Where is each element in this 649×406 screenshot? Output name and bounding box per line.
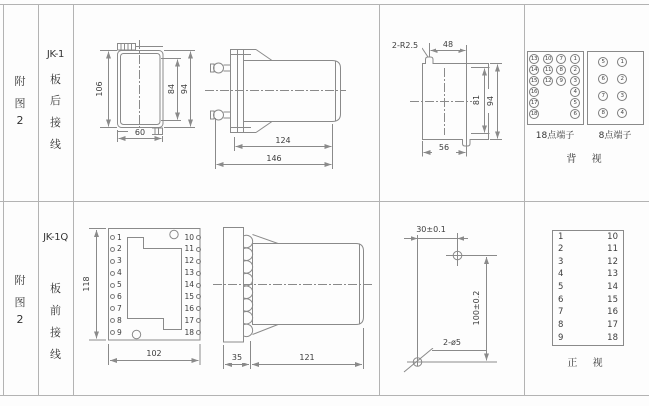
table-cell: 2 [558,244,564,255]
table-left-column [558,233,563,343]
table-cell: 15 [607,294,618,305]
table-cell: 5 [558,282,564,292]
terminal-dot-icon [196,259,201,264]
table-cell: 3 [558,256,564,267]
terminal-dot-icon [110,259,115,264]
dim-2-r2.5-label: 2-R2.5 [388,41,422,51]
model-label-char: 线 [50,348,61,361]
jk1q-side-view-drawing [213,228,372,370]
terminal-8-label: 8点端子 [598,131,632,141]
jk1q-left-terminal-column [110,234,128,337]
dim-146-label: 146 [262,154,286,164]
terminal-18-cell: 14 [530,67,538,73]
terminal-dot-icon [110,294,115,299]
terminal-row [181,305,201,313]
dim-94-cutout-label: 94 [486,89,496,113]
table-cell: 16 [607,307,618,318]
terminal-row [110,317,128,325]
terminal-number: 11 [184,244,194,254]
terminal-row [110,281,128,289]
terminal-18-cell: 5 [570,98,580,108]
terminal-18-cell: 11 [544,67,552,73]
terminal-number: 6 [117,291,122,301]
dim-84-label: 84 [167,77,177,101]
fig-label-char: 附 [14,75,26,88]
terminal-row [110,293,128,301]
table-grid [0,5,649,396]
terminal-18-cell: 8 [556,65,566,75]
terminal-number: 14 [184,280,194,289]
terminal-row [181,234,201,242]
dim-60-label: 60 [128,128,152,138]
terminal-dot-icon [196,306,201,311]
terminal-dot-icon [196,283,201,288]
model-label-char: 接 [50,326,61,339]
terminal-18-cell: 9 [556,76,566,86]
terminal-dot-icon [110,235,115,240]
table-cell: 8 [558,319,564,330]
terminal-18-cell: 6 [570,109,580,119]
model-label-char: 板 [50,73,61,86]
terminal-number: 7 [117,303,122,313]
terminal-8-cell: 5 [598,57,608,67]
terminal-8-cell: 4 [617,108,627,118]
terminal-row [181,269,201,277]
terminal-row [181,245,201,253]
terminal-8-cell: 6 [598,74,608,84]
dim-35-label: 35 [225,353,249,363]
terminal-dot-icon [110,247,115,252]
terminal-18-cell: 2 [570,65,580,75]
table-cell: 7 [558,307,564,318]
table-cell: 12 [607,256,618,267]
dim-2-holes-label: 2-ø5 [428,338,476,348]
terminal-18-cell: 13 [530,56,538,62]
terminal-8-cell: 8 [598,108,608,118]
terminal-row [181,317,201,325]
terminal-18-cell: 3 [570,76,580,86]
terminal-8-cell: 7 [598,91,608,101]
terminal-8-cell: 2 [617,74,627,84]
model-label-char: 接 [50,116,61,129]
terminal-18-label: 18点端子 [535,131,575,141]
terminal-number: 12 [184,256,194,266]
dim-81-label: 81 [472,88,482,112]
terminal-dot-icon [196,271,201,276]
terminal-18-cell: 10 [544,56,552,62]
table-cell: 18 [607,332,618,343]
terminal-8-cell: 3 [617,91,627,101]
terminal-number: 13 [184,268,194,278]
terminal-row [110,305,128,313]
terminal-number: 5 [117,280,122,289]
terminal-18-cell: 7 [556,54,566,64]
terminal-row [110,269,128,277]
front-view-label: 正 视 [567,358,609,369]
terminal-number: 10 [184,232,194,242]
terminal-row [181,329,201,337]
terminal-number: 15 [184,291,194,301]
dim-56-label: 56 [432,143,456,153]
terminal-dot-icon [196,318,201,323]
terminal-number: 1 [117,232,122,242]
dim-102-label: 102 [142,349,166,359]
fig-label-char: 图 [14,97,26,110]
table-cell: 9 [558,332,564,343]
terminal-number: 18 [184,327,194,337]
terminal-row [181,281,201,289]
dim-94-label: 94 [180,77,190,101]
table-cell: 17 [607,319,618,330]
terminal-18-cell: 17 [530,100,538,106]
model-label: JK-1 [46,49,65,60]
terminal-dot-icon [196,247,201,252]
table-cell: 10 [607,231,618,242]
fig-label-char: 2 [16,114,24,127]
model-label-char: 线 [50,138,61,151]
fig-label-char: 附 [14,274,26,287]
terminal-dot-icon [110,318,115,323]
table-cell: 11 [607,244,618,255]
terminal-number: 8 [117,315,122,325]
model-label-char: 板 [50,282,61,295]
dim-48-label: 48 [436,40,460,50]
table-right-column [598,233,618,343]
model-label-char: 后 [50,94,61,107]
terminal-number: 2 [117,244,122,254]
terminal-row [110,245,128,253]
terminal-number: 16 [184,303,194,313]
jk1-side-view-drawing [205,49,346,169]
terminal-18-cell: 1 [570,54,580,64]
jk1q-right-terminal-column [181,234,201,337]
terminal-18-cell: 12 [544,78,552,84]
terminal-row [181,257,201,265]
terminal-18-cell: 15 [530,78,538,84]
terminal-number: 9 [117,327,122,337]
terminal-dot-icon [196,330,201,335]
fig-label-char: 2 [16,313,24,326]
dim-118-label: 118 [82,272,92,296]
drilling-pattern-drawing [404,233,497,372]
terminal-row [181,293,201,301]
table-cell: 14 [607,282,618,292]
table-cell: 4 [558,269,564,280]
table-cell: 6 [558,294,564,305]
model-label: JK-1Q [43,232,68,243]
terminal-18-cell: 4 [570,87,580,97]
terminal-row [110,329,128,337]
terminal-18-cell: 16 [530,89,538,95]
terminal-number: 17 [184,315,194,325]
dim-121-label: 121 [295,353,319,363]
terminal-8-cell: 1 [617,57,627,67]
table-cell: 1 [558,231,564,242]
terminal-dot-icon [110,306,115,311]
table-cell: 13 [607,269,618,280]
dim-106-label: 106 [95,77,105,101]
terminal-row [110,234,128,242]
terminal-dot-icon [196,294,201,299]
model-label-char: 前 [50,304,61,317]
dim-100-tolerance-label: 100±0.2 [472,284,482,332]
terminal-number: 4 [117,268,122,278]
terminal-dot-icon [110,283,115,288]
terminal-18-cell: 18 [530,111,538,117]
terminal-row [110,257,128,265]
terminal-dot-icon [110,330,115,335]
rear-view-label: 背 视 [566,154,608,165]
dim-124-label: 124 [271,136,295,146]
terminal-dot-icon [196,235,201,240]
terminal-dot-icon [110,271,115,276]
terminal-number: 3 [117,256,122,266]
dim-30-tolerance-label: 30±0.1 [407,225,455,235]
fig-label-char: 图 [14,296,26,309]
